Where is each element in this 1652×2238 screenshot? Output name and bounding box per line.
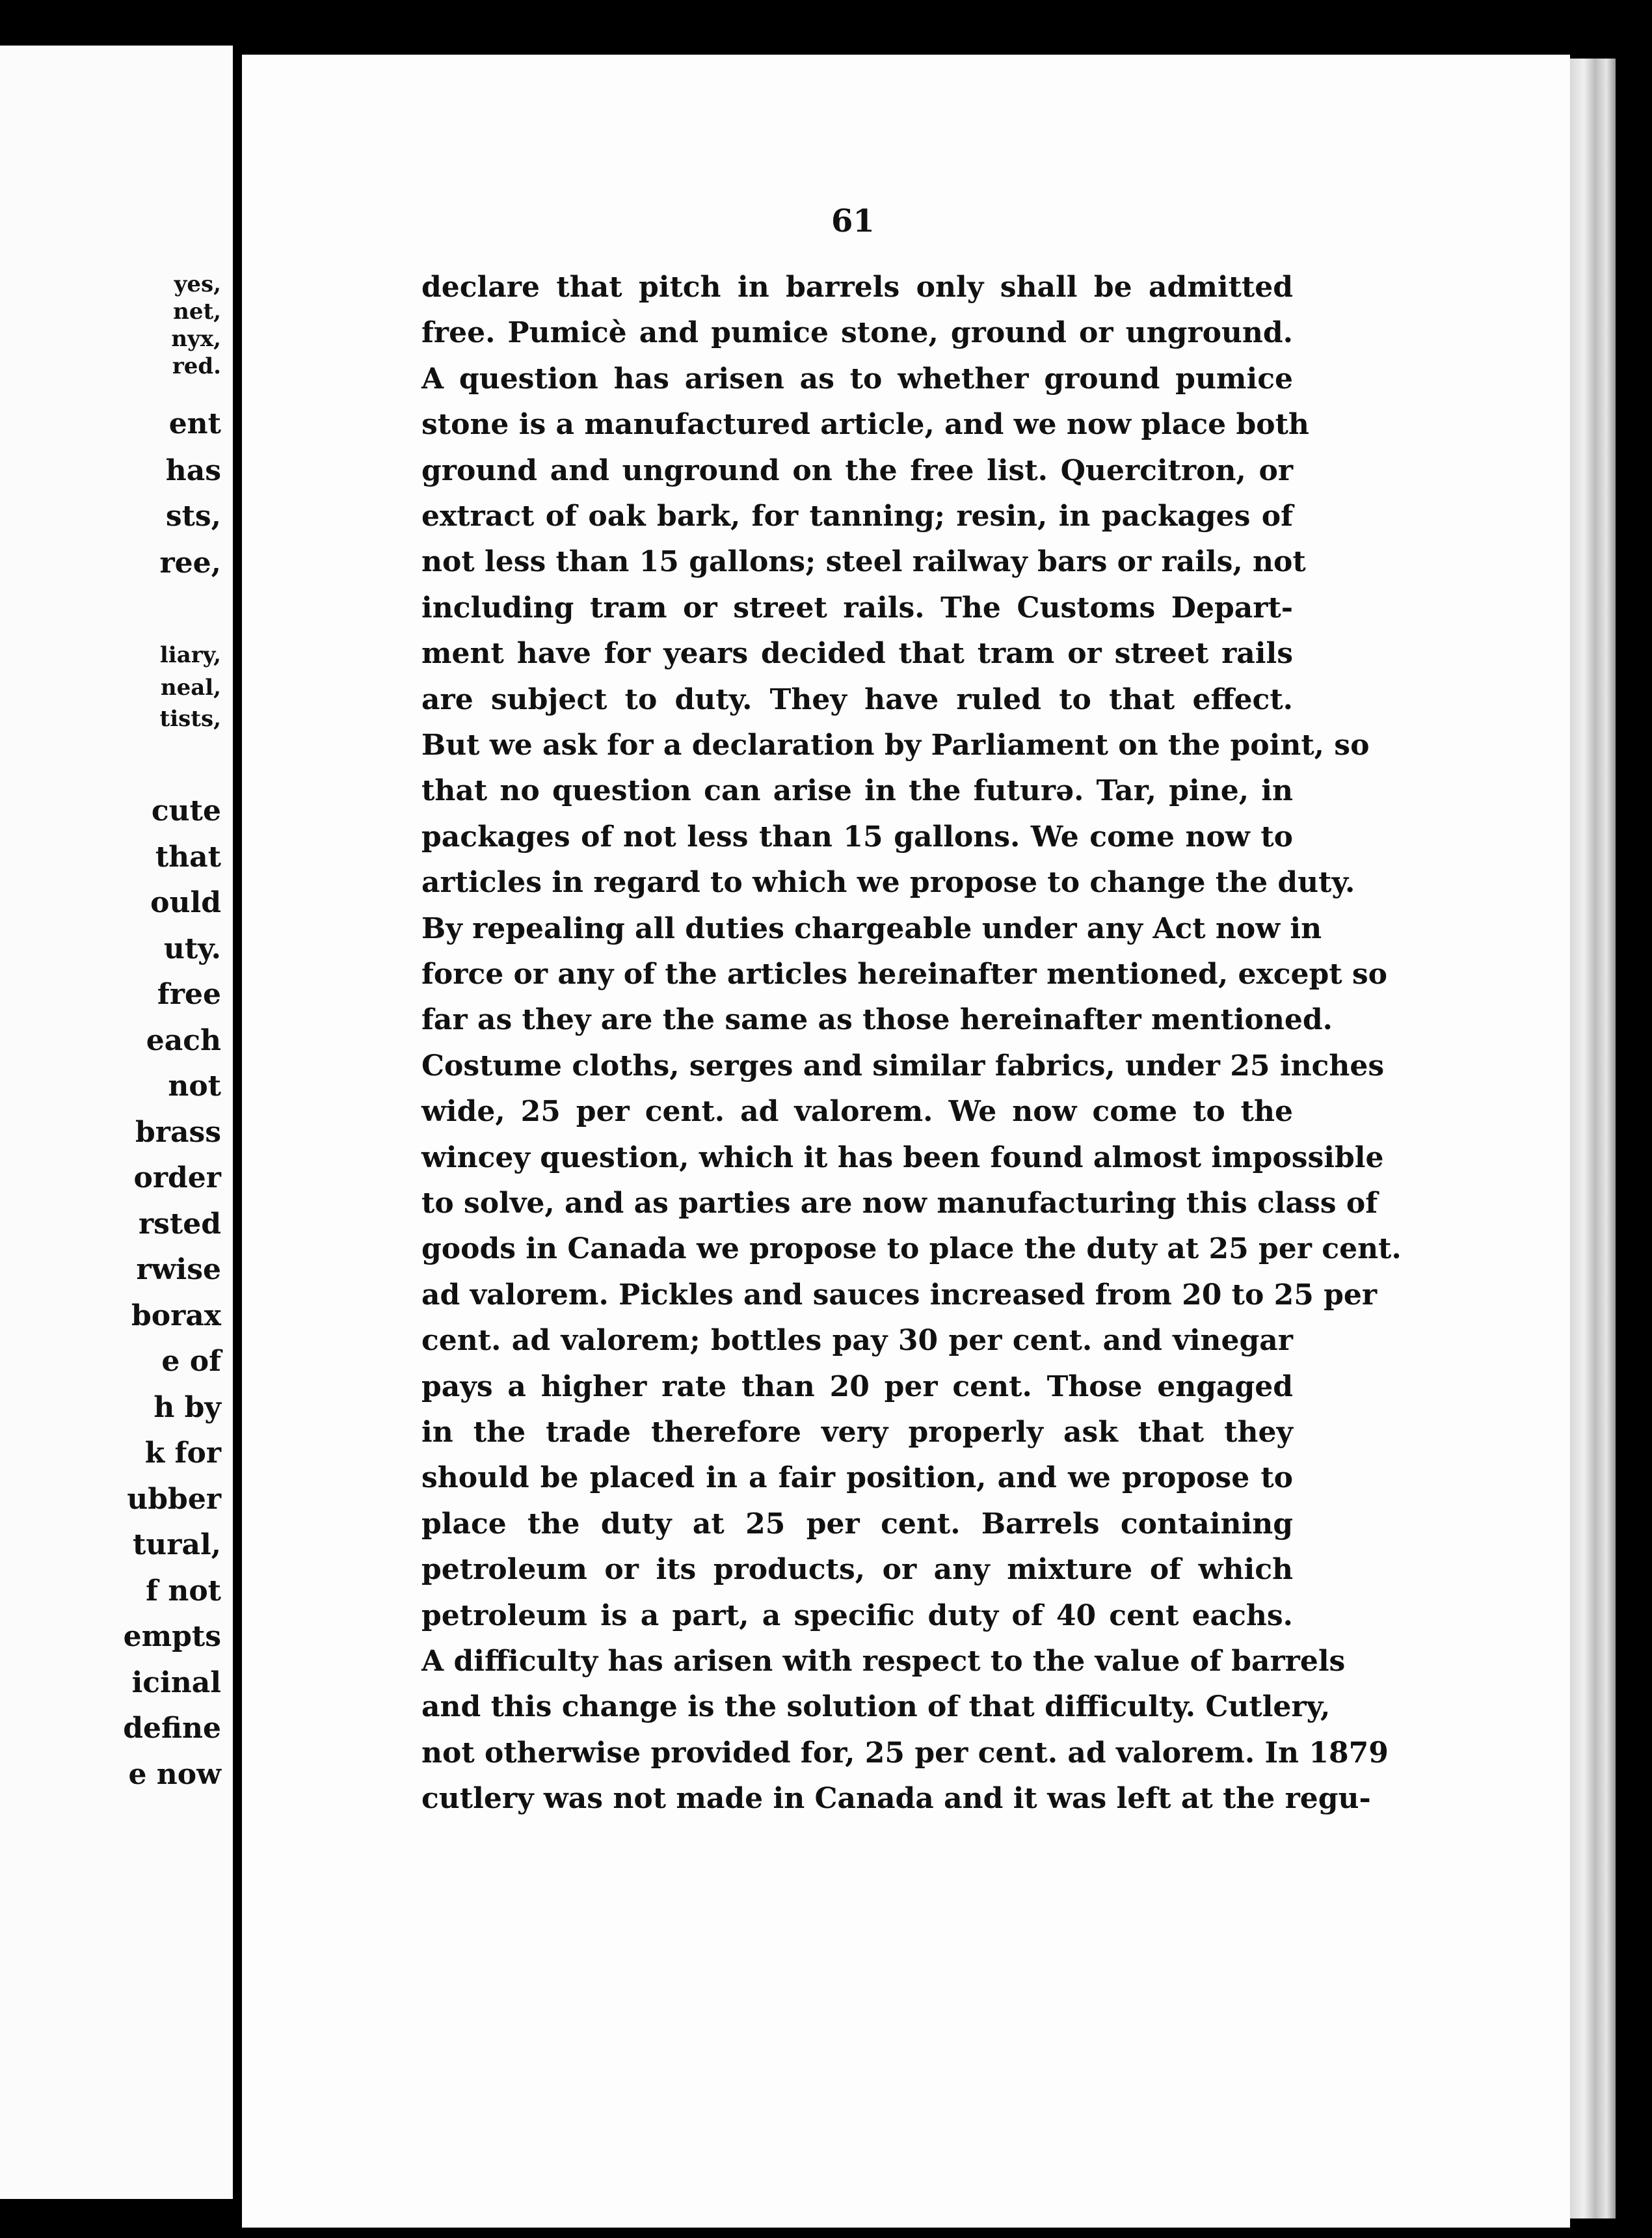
left-fragment: ree,: [159, 546, 221, 580]
left-fragment: cute: [151, 794, 221, 828]
text-line: ad valorem. Pickles and sauces increased from 20 to 25 per: [421, 1278, 1378, 1312]
left-fragment: e of: [161, 1345, 221, 1378]
text-line: Costume cloths, serges and similar fabrics, under 25 inches: [421, 1049, 1385, 1083]
left-fragment: each: [146, 1024, 221, 1057]
left-fragment: red.: [172, 353, 221, 379]
text-line: A difficulty has arisen with respect to the value of barrels: [421, 1645, 1346, 1678]
text-line: cutlery was not made in Canada and it was left at the regu-: [421, 1782, 1371, 1816]
left-fragment: tural,: [132, 1528, 221, 1561]
left-fragment: sts,: [165, 500, 221, 533]
left-fragment: that: [155, 841, 221, 874]
left-fragment: uty.: [163, 932, 221, 965]
left-fragment: has: [165, 454, 221, 487]
left-fragment: yes,: [174, 271, 221, 297]
left-fragment: net,: [173, 299, 221, 325]
text-line: not otherwise provided for, 25 per cent. ad valorem. In 1879: [421, 1736, 1389, 1770]
text-line: packages of not less than 15 gallons. We come now to: [421, 820, 1293, 854]
left-fragment: free: [157, 978, 221, 1011]
text-line: petroleum is a part, a specific duty of 40 cent eachs.: [421, 1598, 1293, 1632]
left-fragment: neal,: [160, 675, 221, 701]
left-fragment: empts: [123, 1620, 221, 1653]
left-fragment: define: [123, 1712, 221, 1745]
text-line: But we ask for a declaration by Parliament on the point, so: [421, 729, 1370, 762]
text-line: cent. ad valorem; bottles pay 30 per cent. and vinegar: [421, 1324, 1293, 1358]
text-line: goods in Canada we propose to place the duty at 25 per cent.: [421, 1232, 1402, 1266]
text-line: wide, 25 per cent. ad valorem. We now come to the: [421, 1095, 1293, 1129]
left-fragment: h by: [153, 1391, 221, 1424]
left-fragment: not: [168, 1070, 221, 1103]
text-line: force or any of the articles heɾeinafter mentioned, except so: [421, 958, 1387, 991]
text-line: stone is a manufactured article, and we now place both: [421, 408, 1309, 442]
text-line: should be placed in a fair position, and we propose to: [421, 1461, 1293, 1495]
left-fragment: rwise: [136, 1253, 221, 1286]
left-fragment: borax: [131, 1299, 221, 1332]
left-fragment: order: [133, 1161, 221, 1194]
text-line: in the trade therefore very properly ask that they: [421, 1416, 1293, 1449]
text-line: articles in regard to which we propose to change the duty.: [421, 866, 1355, 900]
left-fragment: k for: [144, 1436, 221, 1470]
text-line: that no question can arise in the futurə. Tar, pine, in: [421, 774, 1293, 808]
left-fragment: brass: [135, 1116, 221, 1149]
left-fragment: rsted: [138, 1207, 221, 1241]
text-line: are subject to duty. They have ruled to that effect.: [421, 682, 1293, 716]
text-line: extract of oak bark, for tanning; resin, in packages of: [421, 500, 1293, 533]
text-line: declare that pitch in barrels only shall be admitted: [421, 271, 1293, 304]
left-fragment: nyx,: [171, 326, 221, 352]
left-fragment: e now: [128, 1758, 221, 1791]
text-line: place the duty at 25 per cent. Barrels containing: [421, 1507, 1293, 1541]
text-line: A question has arisen as to whether ground pumice: [421, 362, 1293, 396]
text-line: including tram or street rails. The Customs Depart-: [421, 591, 1293, 625]
page-number: 61: [831, 203, 875, 239]
left-fragment: ould: [150, 886, 221, 919]
left-page-edge: [0, 46, 233, 2199]
left-fragment: liary,: [159, 642, 221, 668]
text-line: By repealing all duties chargeable under any Act now in: [421, 911, 1322, 945]
text-line: far as they are the same as those hereinafter mentioned.: [421, 1003, 1333, 1037]
left-fragment: tists,: [159, 706, 221, 732]
text-line: ment have for years decided that tram or street rails: [421, 637, 1293, 671]
text-line: not less than 15 gallons; steel railway bars or rails, not: [421, 545, 1306, 579]
text-line: petroleum or its products, or any mixture of which: [421, 1553, 1293, 1587]
left-fragment: ubber: [127, 1483, 221, 1516]
left-fragment: f not: [146, 1574, 221, 1608]
text-line: free. Pumicè and pumice stone, ground or unground.: [421, 316, 1293, 350]
text-line: pays a higher rate than 20 per cent. Those engaged: [421, 1369, 1293, 1403]
page-stack-edge: [1570, 59, 1616, 2218]
text-line: to solve, and as parties are now manufacturing this class of: [421, 1187, 1378, 1220]
left-fragment: ent: [168, 407, 221, 440]
text-line: ground and unground on the free list. Quercitron, or: [421, 453, 1293, 487]
text-line: and this change is the solution of that difficulty. Cutlery,: [421, 1690, 1331, 1724]
text-line: wincey question, which it has been found almost impossible: [421, 1140, 1384, 1174]
left-fragment: icinal: [131, 1666, 221, 1699]
